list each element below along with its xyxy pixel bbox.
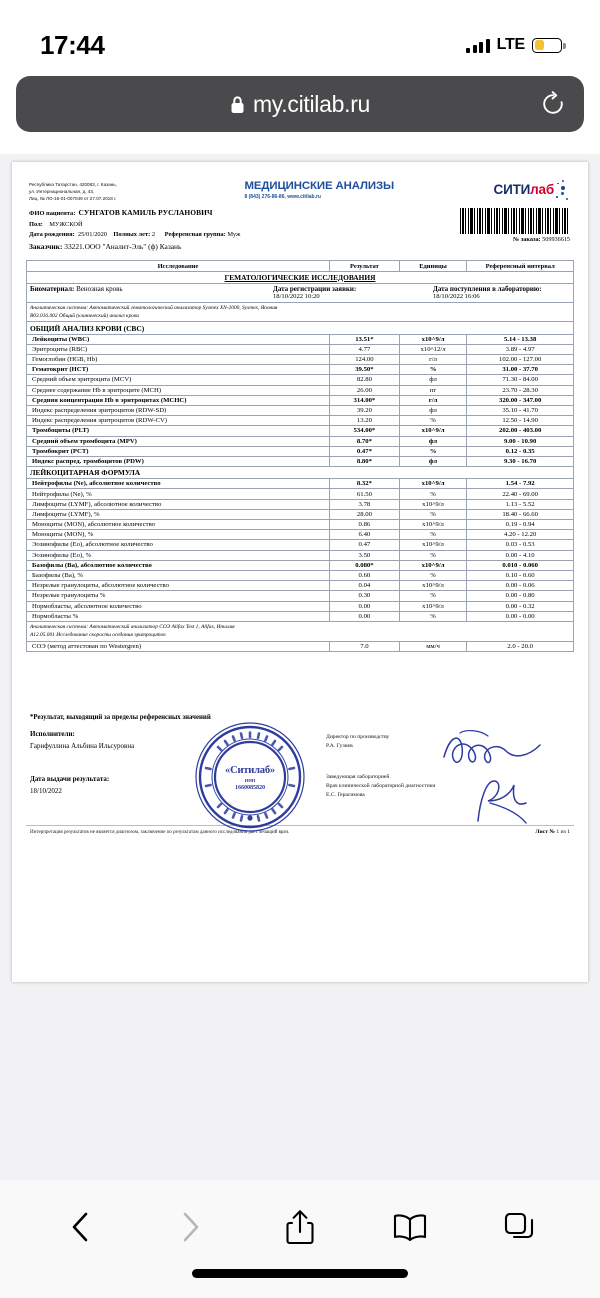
table-row <box>27 570 574 580</box>
row-reference: 0.00 - 0.00 <box>467 611 574 621</box>
row-result: 0.86 <box>330 520 400 530</box>
signature-icon <box>460 775 540 827</box>
signatory-director <box>326 733 556 751</box>
row-result: 39.50* <box>330 365 400 375</box>
row-result: 0.60 <box>330 570 400 580</box>
row-unit: % <box>399 530 467 540</box>
row-study-name: Лимфоциты (LYMF), % <box>27 509 330 519</box>
header-study: Исследование <box>27 261 330 271</box>
row-reference: 9.30 - 16.70 <box>467 456 574 466</box>
table-header-row <box>27 261 574 271</box>
row-unit: % <box>399 550 467 560</box>
battery-icon <box>532 38 562 53</box>
results-table <box>26 260 574 652</box>
customer-value: 33221.ООО "Аналит-Эль" (ф) Казань <box>64 242 182 252</box>
stamp-company-name: «Ситилаб» <box>225 765 275 776</box>
signatory-lab-head <box>326 773 556 800</box>
address-line-2: ул. Интернациональная, д. 43, <box>29 189 95 195</box>
lock-icon <box>230 95 245 114</box>
row-study-name: Моноциты (MON), % <box>27 530 330 540</box>
row-unit: x10^9/л <box>399 581 467 591</box>
row-result: 28.00 <box>330 509 400 519</box>
note-cbc-line-2: B03.016.002 Общий (клинический) анализ крови <box>30 312 139 319</box>
group-title-leuko: ЛЕЙКОЦИТАРНАЯ ФОРМУЛА <box>27 467 574 479</box>
group-row-leuko <box>27 467 574 479</box>
company-stamp-icon <box>194 721 306 833</box>
row-result: 61.50 <box>330 489 400 499</box>
row-result: 13.20 <box>330 416 400 426</box>
row-reference: 2.0 - 20.0 <box>467 641 574 651</box>
row-study-name: Эритроциты (RBC) <box>27 344 330 354</box>
row-unit: % <box>399 416 467 426</box>
safari-toolbar <box>0 1180 600 1298</box>
table-row <box>27 375 574 385</box>
row-result: 8.80* <box>330 456 400 466</box>
row-study-name: Базофилы (Ba), абсолютное количество <box>27 560 330 570</box>
sheet-number <box>535 829 570 835</box>
row-reference: 1.13 - 5.52 <box>467 499 574 509</box>
reg-date-value: 18/10/2022 10:20 <box>273 293 320 301</box>
row-unit: x10^12/л <box>399 344 467 354</box>
table-row <box>27 426 574 436</box>
table-row <box>27 334 574 344</box>
signature-area <box>26 729 574 821</box>
row-study-name: Нейтрофилы (Ne), абсолютное количество <box>27 479 330 489</box>
row-unit: x10^9/л <box>399 601 467 611</box>
row-unit: г/л <box>399 395 467 405</box>
group-title-cbc: ОБЩИЙ АНАЛИЗ КРОВИ (CBC) <box>27 322 574 334</box>
letterhead-title: МЕДИЦИНСКИЕ АНАЛИЗЫ <box>244 180 395 192</box>
url-text: my.citilab.ru <box>252 90 371 117</box>
table-header <box>27 261 574 271</box>
row-reference: 0.10 - 0.60 <box>467 570 574 580</box>
header-reference: Референсный интервал <box>467 261 574 271</box>
document-viewport[interactable] <box>0 154 600 1176</box>
issue-date-label: Дата выдачи результата: <box>30 775 110 784</box>
section-title-row <box>27 271 574 283</box>
customer-label: Заказчик: <box>29 242 63 252</box>
row-unit: x10^9/л <box>399 560 467 570</box>
barcode-icon <box>460 208 570 234</box>
table-row <box>27 365 574 375</box>
status-indicators <box>466 22 562 54</box>
carrier-label: LTE <box>496 36 525 53</box>
stamp-inn-label: ИНН <box>244 778 256 783</box>
row-reference: 1.54 - 7.92 <box>467 479 574 489</box>
row-reference: 35.10 - 41.70 <box>467 405 574 415</box>
row-result: 3.50 <box>330 550 400 560</box>
table-row <box>27 509 574 519</box>
share-icon <box>285 1208 315 1246</box>
lab-head-role-line2: Врач клинической лабораторной диагностики <box>326 782 436 789</box>
table-row <box>27 436 574 446</box>
address-line-1: Республика Татарстан, 420083, г. Казань, <box>29 182 117 187</box>
row-result: 8.32* <box>330 479 400 489</box>
row-reference: 0.010 - 0.060 <box>467 560 574 570</box>
disclaimer-text: Интерпретация результатов не является диагнозом, заключение по результатам данного исследования дает лечащий врач. <box>30 830 290 835</box>
table-row <box>27 581 574 591</box>
header-units: Единицы <box>399 261 467 271</box>
row-result: 314.00* <box>330 395 400 405</box>
row-result: 0.47 <box>330 540 400 550</box>
table-row <box>27 456 574 466</box>
address-line-3: Лиц. № ЛО-16-01-007049 от 27.07.2018 г. <box>29 196 117 202</box>
address-bar[interactable] <box>16 76 584 132</box>
age-label: Полных лет: <box>113 231 151 239</box>
logo-lab-text: лаб <box>530 182 554 197</box>
order-block <box>460 207 570 243</box>
row-study-name: Гемоглобин (HGB, Hb) <box>27 355 330 365</box>
row-unit: x10^9/л <box>399 540 467 550</box>
row-result: 13.51* <box>330 334 400 344</box>
analytic-note-esr <box>27 621 574 641</box>
status-time: 17:44 <box>40 29 105 60</box>
row-study-name: Эозинофилы (Eo), % <box>27 550 330 560</box>
birth-value: 25/01/2020 <box>77 231 108 239</box>
row-unit: x10^9/л <box>399 334 467 344</box>
book-icon <box>392 1212 428 1242</box>
row-study-name: Лимфоциты (LYMF), абсолютное количество <box>27 499 330 509</box>
refgroup-label: Референсная группа: <box>164 231 226 239</box>
sex-label: Пол: <box>29 220 43 228</box>
lab-date-cell <box>433 285 570 301</box>
patient-sex-row <box>29 220 240 230</box>
table-body <box>27 271 574 651</box>
header-result: Результат <box>330 261 400 271</box>
row-study-name: Нормобласты % <box>27 611 330 621</box>
table-row <box>27 385 574 395</box>
registration-date-cell <box>273 285 433 301</box>
note-esr-line-2: A12.05.001 Исследование скорости оседания эритроцитов <box>30 632 166 639</box>
sex-value: МУЖСКОЙ <box>49 220 83 228</box>
back-button[interactable] <box>51 1202 111 1252</box>
patient-birth-row <box>29 230 240 240</box>
row-reference: 0.00 - 0.80 <box>467 591 574 601</box>
order-number-row <box>460 236 570 243</box>
table-row <box>27 611 574 621</box>
table-row <box>27 499 574 509</box>
row-result: 0.080* <box>330 560 400 570</box>
lab-report-page <box>12 162 588 982</box>
tabs-button[interactable] <box>489 1202 549 1252</box>
sheet-value: 1 из 1 <box>556 829 570 835</box>
table-row <box>27 446 574 456</box>
row-reference: 18.40 - 66.60 <box>467 509 574 519</box>
lab-head-name: Е.С. Герасимова <box>326 791 365 798</box>
row-reference: 12.50 - 14.90 <box>467 416 574 426</box>
row-result: 7.0 <box>330 641 400 651</box>
row-unit: x10^9/л <box>399 520 467 530</box>
row-reference: 0.19 - 0.94 <box>467 520 574 530</box>
table-row <box>27 489 574 499</box>
customer-row <box>29 241 240 253</box>
row-reference: 9.00 - 10.90 <box>467 436 574 446</box>
row-result: 39.20 <box>330 405 400 415</box>
logo-city-text: СИТИ <box>493 182 531 197</box>
row-unit: фл <box>399 375 467 385</box>
refgroup-value: Муж <box>227 231 241 239</box>
row-result: 0.00 <box>330 601 400 611</box>
row-study-name: Индекс распределения эритроцитов (RDW-CV) <box>27 416 330 426</box>
stamp-inn-value: 1660085820 <box>235 784 265 791</box>
share-button[interactable] <box>270 1202 330 1252</box>
row-result: 0.30 <box>330 591 400 601</box>
row-unit: фл <box>399 456 467 466</box>
group-row-cbc <box>27 322 574 334</box>
row-unit: x10^9/л <box>399 426 467 436</box>
order-label: № заказа: <box>513 236 541 244</box>
citilab-logo <box>494 179 570 199</box>
table-row <box>27 344 574 354</box>
row-unit: % <box>399 365 467 375</box>
table-row <box>27 416 574 426</box>
row-result: 124.00 <box>330 355 400 365</box>
forward-chevron-icon <box>176 1210 204 1244</box>
row-result: 8.70* <box>330 436 400 446</box>
row-study-name: Тромбокрит (PCT) <box>27 446 330 456</box>
table-row <box>27 479 574 489</box>
row-unit: г/л <box>399 355 467 365</box>
row-study-name: Индекс распределения эритроцитов (RDW-SD) <box>27 405 330 415</box>
birth-label: Дата рождения: <box>29 231 75 239</box>
row-unit: % <box>399 446 467 456</box>
sheet-label: Лист № <box>535 829 555 835</box>
reload-icon[interactable] <box>540 91 566 117</box>
row-study-name: Лейкоциты (WBC) <box>27 334 330 344</box>
age-value: 2 <box>151 231 156 239</box>
row-study-name: Гематокрит (HCT) <box>27 365 330 375</box>
table-row <box>27 395 574 405</box>
row-study-name: Среднее содержание Hb в эритроците (MCH) <box>27 385 330 395</box>
note-cbc-line-1: Аналитическая система: Автоматический гематологический анализатор Sysmex XN-2000, Sysmex, Япония <box>30 304 278 311</box>
performers-label: Исполнители: <box>30 730 75 738</box>
row-study-name: Нормобласты, абсолютное количество <box>27 601 330 611</box>
row-unit: фл <box>399 405 467 415</box>
order-value: 509936615 <box>542 236 570 244</box>
letterhead <box>26 176 574 202</box>
biomaterial-cell <box>30 285 273 301</box>
table-row <box>27 530 574 540</box>
row-result: 0.47* <box>330 446 400 456</box>
table-row <box>27 560 574 570</box>
address-bar-content <box>230 91 370 118</box>
row-reference: 3.89 - 4.97 <box>467 344 574 354</box>
row-reference: 0.00 - 0.06 <box>467 581 574 591</box>
row-reference: 0.00 - 4.10 <box>467 550 574 560</box>
table-row <box>27 591 574 601</box>
row-result: 0.04 <box>330 581 400 591</box>
table-row <box>27 355 574 365</box>
ios-status-bar <box>0 0 600 76</box>
lab-head-role-line1: Заведующая лабораторией <box>326 773 390 780</box>
row-study-name: Базофилы (Ba), % <box>27 570 330 580</box>
row-unit: x10^9/л <box>399 479 467 489</box>
row-reference: 0.12 - 0.35 <box>467 446 574 456</box>
bookmarks-button[interactable] <box>380 1202 440 1252</box>
performer-name: Гарифуллина Альбина Ильсуровна <box>30 741 135 750</box>
row-study-name: Эозинофилы (Eo), абсолютное количество <box>27 540 330 550</box>
section-title: ГЕМАТОЛОГИЧЕСКИЕ ИССЛЕДОВАНИЯ <box>27 271 574 283</box>
row-reference: 22.40 - 69.00 <box>467 489 574 499</box>
row-reference: 0.03 - 0.53 <box>467 540 574 550</box>
biomaterial-label: Биоматериал: <box>30 284 75 293</box>
row-study-name: Средняя концентрация Hb в эритроцитах (MCHC) <box>27 395 330 405</box>
director-name: Р.А. Гузиев <box>326 742 353 749</box>
row-study-name: Моноциты (MON), абсолютное количество <box>27 520 330 530</box>
row-reference: 71.30 - 84.00 <box>467 375 574 385</box>
performers-block <box>30 729 190 797</box>
letterhead-contacts: 8 (843) 276-86-86, www.citilab.ru <box>244 193 321 200</box>
row-reference: 320.00 - 347.00 <box>467 395 574 405</box>
row-reference: 4.20 - 12.20 <box>467 530 574 540</box>
reg-date-label: Дата регистрации заявки: <box>273 284 357 293</box>
patient-block <box>26 207 574 253</box>
row-reference: 5.14 - 13.38 <box>467 334 574 344</box>
signature-icon <box>436 727 548 773</box>
note-esr-line-1: Аналитическая система: Автоматический анализатор СОЭ Alifax Test 1, Alifax, Италия <box>30 623 235 630</box>
row-study-name: Нейтрофилы (Ne), % <box>27 489 330 499</box>
director-role: Директор по производству <box>326 734 390 740</box>
row-reference: 31.00 - 37.70 <box>467 365 574 375</box>
row-study-name: Незрелые гранулоциты, абсолютное количество <box>27 581 330 591</box>
letterhead-title-block <box>244 179 394 200</box>
row-unit: % <box>399 611 467 621</box>
row-result: 26.00 <box>330 385 400 395</box>
logo-dots-icon <box>555 180 569 200</box>
issue-date-value: 18/10/2022 <box>30 786 62 795</box>
row-unit: x10^9/л <box>399 499 467 509</box>
fio-label: ФИО пациента: <box>29 210 76 218</box>
signal-bars-icon <box>466 38 490 53</box>
tabs-icon <box>503 1211 535 1243</box>
biomaterial-value: Венозная кровь <box>76 284 123 293</box>
row-study-name: Средний объем эритроцита (MCV) <box>27 375 330 385</box>
row-study-name: Тромбоциты (PLT) <box>27 426 330 436</box>
table-row <box>27 540 574 550</box>
row-reference: 102.00 - 127.00 <box>467 355 574 365</box>
biomaterial-row <box>27 283 574 302</box>
forward-button[interactable] <box>160 1202 220 1252</box>
fio-value: СУНГАТОВ КАМИЛЬ РУСЛАНОВИЧ <box>78 208 213 218</box>
row-reference: 0.00 - 0.32 <box>467 601 574 611</box>
signatories-block <box>326 733 556 822</box>
row-result: 4.77 <box>330 344 400 354</box>
table-row <box>27 601 574 611</box>
back-chevron-icon <box>67 1210 95 1244</box>
browser-chrome <box>0 76 600 154</box>
lab-date-label: Дата поступления в лабораторию: <box>433 284 542 293</box>
row-unit: мм/ч <box>399 641 467 651</box>
row-unit: фл <box>399 436 467 446</box>
table-row <box>27 641 574 651</box>
row-result: 534.00* <box>330 426 400 436</box>
table-row <box>27 520 574 530</box>
row-study-name: Средний объем тромбоцита (MPV) <box>27 436 330 446</box>
row-study-name: СОЭ (метод аттестован по Westergren) <box>27 641 330 651</box>
clinic-address <box>29 179 179 202</box>
lab-date-value: 18/10/2022 16:06 <box>433 293 480 301</box>
row-unit: % <box>399 509 467 519</box>
row-result: 0.00 <box>330 611 400 621</box>
table-row <box>27 405 574 415</box>
row-study-name: Индекс распред. тромбоцитов (PDW) <box>27 456 330 466</box>
row-unit: % <box>399 489 467 499</box>
row-unit: % <box>399 570 467 580</box>
row-reference: 202.00 - 403.00 <box>467 426 574 436</box>
abnormal-footnote: *Результат, выходящий за пределы референсных значений <box>30 714 211 721</box>
home-indicator <box>192 1269 408 1278</box>
row-study-name: Незрелые гранулоциты % <box>27 591 330 601</box>
row-result: 82.80 <box>330 375 400 385</box>
table-row <box>27 550 574 560</box>
row-unit: % <box>399 591 467 601</box>
patient-details <box>29 207 240 253</box>
row-result: 6.40 <box>330 530 400 540</box>
row-unit: пг <box>399 385 467 395</box>
patient-name-row <box>29 207 240 219</box>
row-reference: 23.70 - 28.30 <box>467 385 574 395</box>
analytic-note-cbc <box>27 302 574 322</box>
row-result: 3.78 <box>330 499 400 509</box>
